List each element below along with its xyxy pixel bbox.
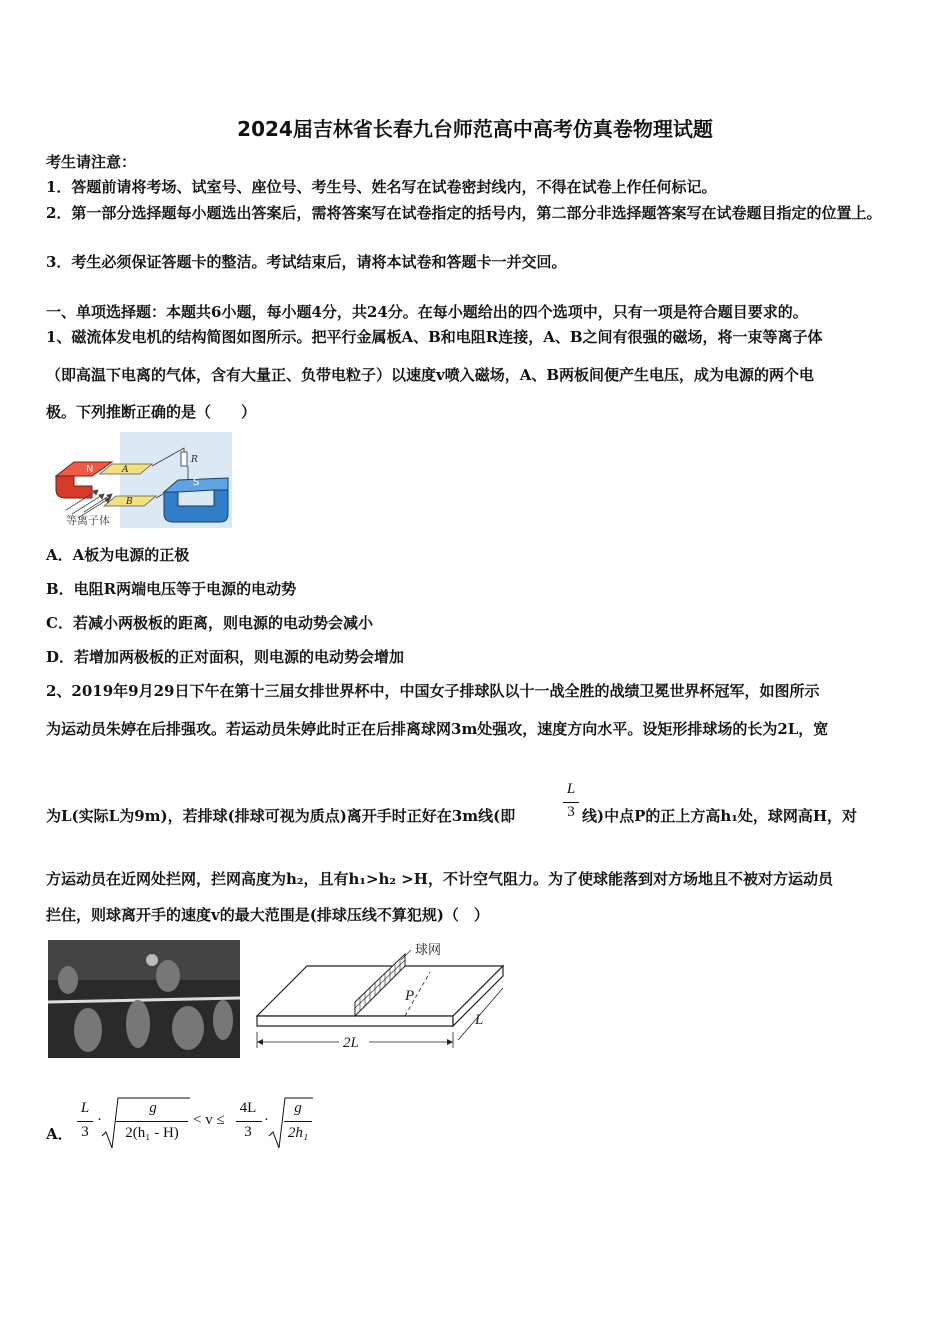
- q2-fraction-bar: [563, 802, 579, 803]
- q1-option-c: C．若减小两极板的距离，则电源的电动势会减小: [46, 614, 373, 632]
- q1-option-a: A．A板为电源的正极: [46, 546, 190, 564]
- q2-line-3b: 线)中点P的正上方高h₁处，球网高H，对: [582, 807, 858, 825]
- volleyball-photo: [48, 940, 240, 1058]
- notice-item-2: 2．第一部分选择题每小题选出答案后，需将答案写在试卷指定的括号内，第二部分非选择题答案写在试卷题目指定的位置上。: [46, 204, 882, 222]
- f2-bar: [236, 1121, 262, 1122]
- mhd-generator-figure: [52, 432, 232, 528]
- q2-fraction-numerator: L: [566, 781, 576, 797]
- section-heading: 一、单项选择题：本题共6小题，每小题4分，共24分。在每小题给出的四个选项中，只有一项是符合题目要求的。: [46, 303, 808, 321]
- notice-item-3: 3．考生必须保证答题卡的整洁。考试结束后，请将本试卷和答题卡一并交回。: [46, 253, 567, 271]
- s-pole-label: S: [193, 477, 200, 488]
- q2-line-1: 2、2019年9月29日下午在第十三届女排世界杯中，中国女子排球队以十一战全胜的战绩卫冕世界杯冠军，如图所示: [46, 682, 820, 700]
- q1-option-d: D．若增加两极板的正对面积，则电源的电动势会增加: [46, 648, 405, 666]
- notice-heading: 考生请注意：: [46, 153, 137, 171]
- width-label: L: [475, 1012, 484, 1028]
- point-p-label: P: [405, 988, 415, 1004]
- plate-b-label: B: [126, 497, 133, 507]
- net-label: 球网: [415, 943, 442, 958]
- plate-a-label: A: [122, 465, 129, 475]
- notice-item-1: 1．答题前请将考场、试室号、座位号、考生号、姓名写在试卷密封线内，不得在试卷上作任何标记。: [46, 178, 717, 196]
- q2-line-5: 拦住，则球离开手的速度v的最大范围是(排球压线不算犯规)（ ）: [46, 906, 489, 924]
- q1-line-2: （即高温下电离的气体，含有大量正、负带电粒子）以速度v喷入磁场，A、B两板间便产生电压，成为电源的两个电: [46, 366, 815, 384]
- f1-bar: [77, 1121, 93, 1122]
- f2-denominator: 3: [244, 1124, 252, 1140]
- q1-option-b: B．电阻R两端电压等于电源的电动势: [46, 580, 297, 598]
- resistor-label: R: [191, 455, 198, 465]
- sqrt-2-numerator: g: [294, 1100, 302, 1116]
- q2-line-4: 方运动员在近网处拦网，拦网高度为h₂，且有h₁>h₂ >H，不计空气阻力。为了使球能落到对方场地且不被对方运动员: [46, 870, 833, 888]
- q2-line-2: 为运动员朱婷在后排强攻。若运动员朱婷此时正在后排离球网3m处强攻，速度方向水平。设矩形排球场的长为2L，宽: [46, 720, 829, 738]
- n-pole-label: N: [86, 464, 94, 475]
- page-title: 2024届吉林省长春九台师范高中高考仿真卷物理试题: [237, 117, 713, 141]
- dot-2: ·: [264, 1112, 269, 1128]
- sqrt-1-numerator: g: [149, 1100, 157, 1116]
- q1-line-3: 极。下列推断正确的是（ ）: [46, 403, 257, 421]
- q2-option-a-label: A．: [46, 1125, 73, 1143]
- plasma-caption: 等离子体: [66, 514, 110, 527]
- q1-line-1: 1、磁流体发电机的结构简图如图所示。把平行金属板A、B和电阻R连接，A、B之间有很强的磁场，将一束等离子体: [46, 328, 823, 346]
- q2-fraction-denominator: 3: [567, 804, 575, 820]
- court-diagram: [255, 940, 505, 1055]
- sqrt-2-bar: [284, 1121, 312, 1122]
- sqrt-2-denominator: 2h₁: [287, 1125, 309, 1141]
- f2-numerator: 4L: [239, 1100, 257, 1116]
- length-label: 2L: [343, 1035, 359, 1051]
- f1-denominator: 3: [81, 1124, 89, 1140]
- relation: < v ≤: [193, 1112, 225, 1128]
- q2-line-3a: 为L(实际L为9m)，若排球(排球可视为质点)离开手时正好在3m线(即: [46, 807, 516, 825]
- sqrt-1-bar: [116, 1121, 188, 1122]
- f1-numerator: L: [80, 1100, 90, 1116]
- sqrt-1-denominator: 2(h₁ - H): [125, 1125, 179, 1141]
- dot-1: ·: [97, 1112, 102, 1128]
